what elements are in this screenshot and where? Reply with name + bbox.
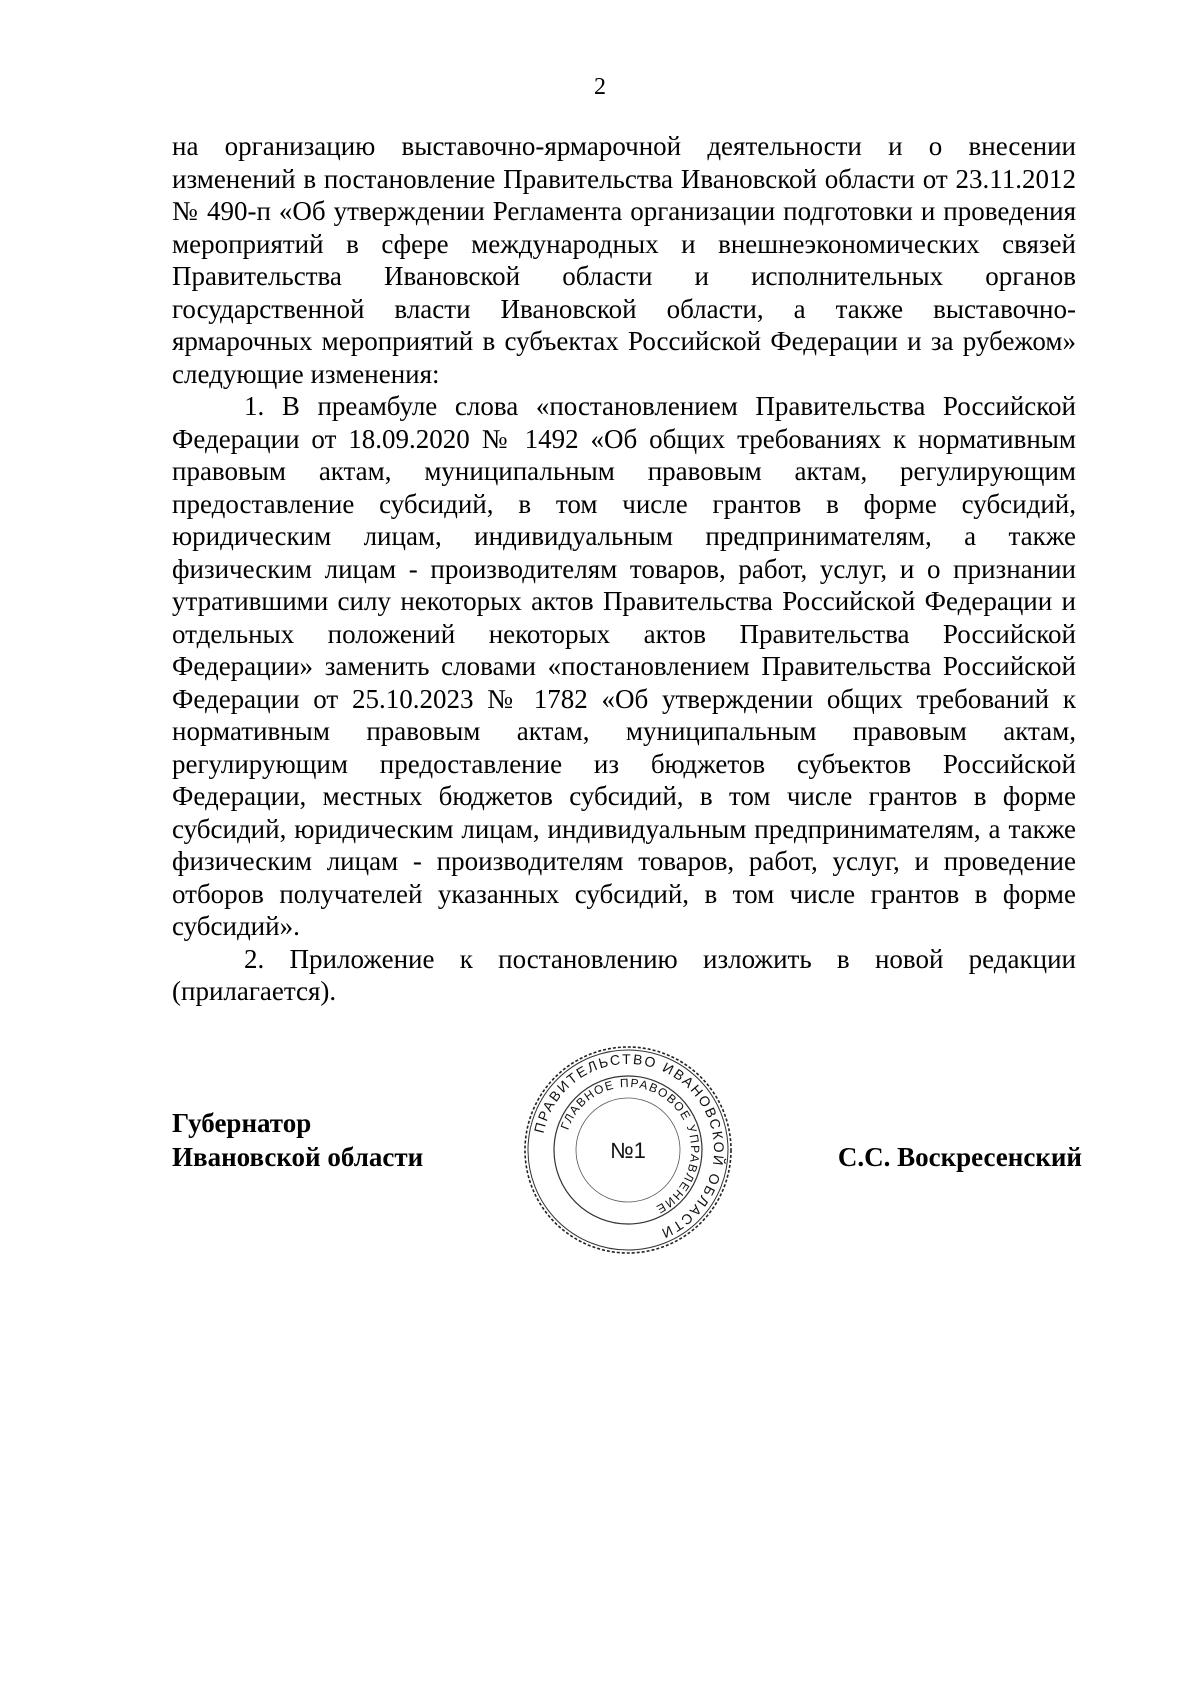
signatory-name: С.С. Воскресенский	[837, 1142, 1082, 1172]
paragraph-item-2: 2. Приложение к постановлению изложить в новой редакции (прилагается).	[172, 943, 1076, 1006]
seal-number: №1	[610, 1138, 646, 1163]
official-seal	[521, 1043, 735, 1257]
seal-inner-text: ГЛАВНОЕ ПРАВОВОЕ УПРАВЛЕНИЕ	[557, 1075, 703, 1217]
signatory-title	[172, 1106, 423, 1174]
signatory-title-line2: Ивановской области	[172, 1142, 424, 1172]
paragraph-continuation: на организацию выставочно-ярмарочной деятельности и о внесении изменений в постановление Правительства Ивановской области от 23.11.2012 № 490-п «Об утверждении Регламента организации подготовки и проведения мероприятий в сфере международных и внешнеэкономических связей Правительства Ивановской области и исполнительных органов государственной власти Ивановской области, а также выставочно-ярмарочных мероприятий в субъектах Российской Федерации и за рубежом» следующие изменения:	[172, 131, 1076, 389]
document-body	[172, 130, 1076, 1008]
paragraph-item-1: 1. В преамбуле слова «постановлением Правительства Российской Федерации от 18.09.2020 № 1492 «Об общих требованиях к нормативным правовым актам, муниципальным правовым актам, регулирующим предоставление субсидий, в том числе грантов в форме субсидий, юридическим лицам, индивидуальным предпринимателям, а также физическим лицам - производителям товаров, работ, услуг, и о признании утратившими силу некоторых актов Правительства Российской Федерации и отдельных положений некоторых актов Правительства Российской Федерации» заменить словами «постановлением Правительства Российской Федерации от 25.10.2023 № 1782 «Об утверждении общих требований к нормативным правовым актам, муниципальным правовым актам, регулирующим предоставление из бюджетов субъектов Российской Федерации, местных бюджетов субсидий, в том числе грантов в форме субсидий, юридическим лицам, индивидуальным предпринимателям, а также физическим лицам - производителям товаров, работ, услуг, и проведение отборов получателей указанных субсидий, в том числе грантов в форме субсидий».	[172, 391, 1076, 941]
seal-outer-text: ПРАВИТЕЛЬСТВО ИВАНОВСКОЙ ОБЛАСТИ	[530, 1050, 728, 1243]
page-number: 2	[594, 74, 606, 100]
signatory-title-line1: Губернатор	[172, 1108, 312, 1138]
